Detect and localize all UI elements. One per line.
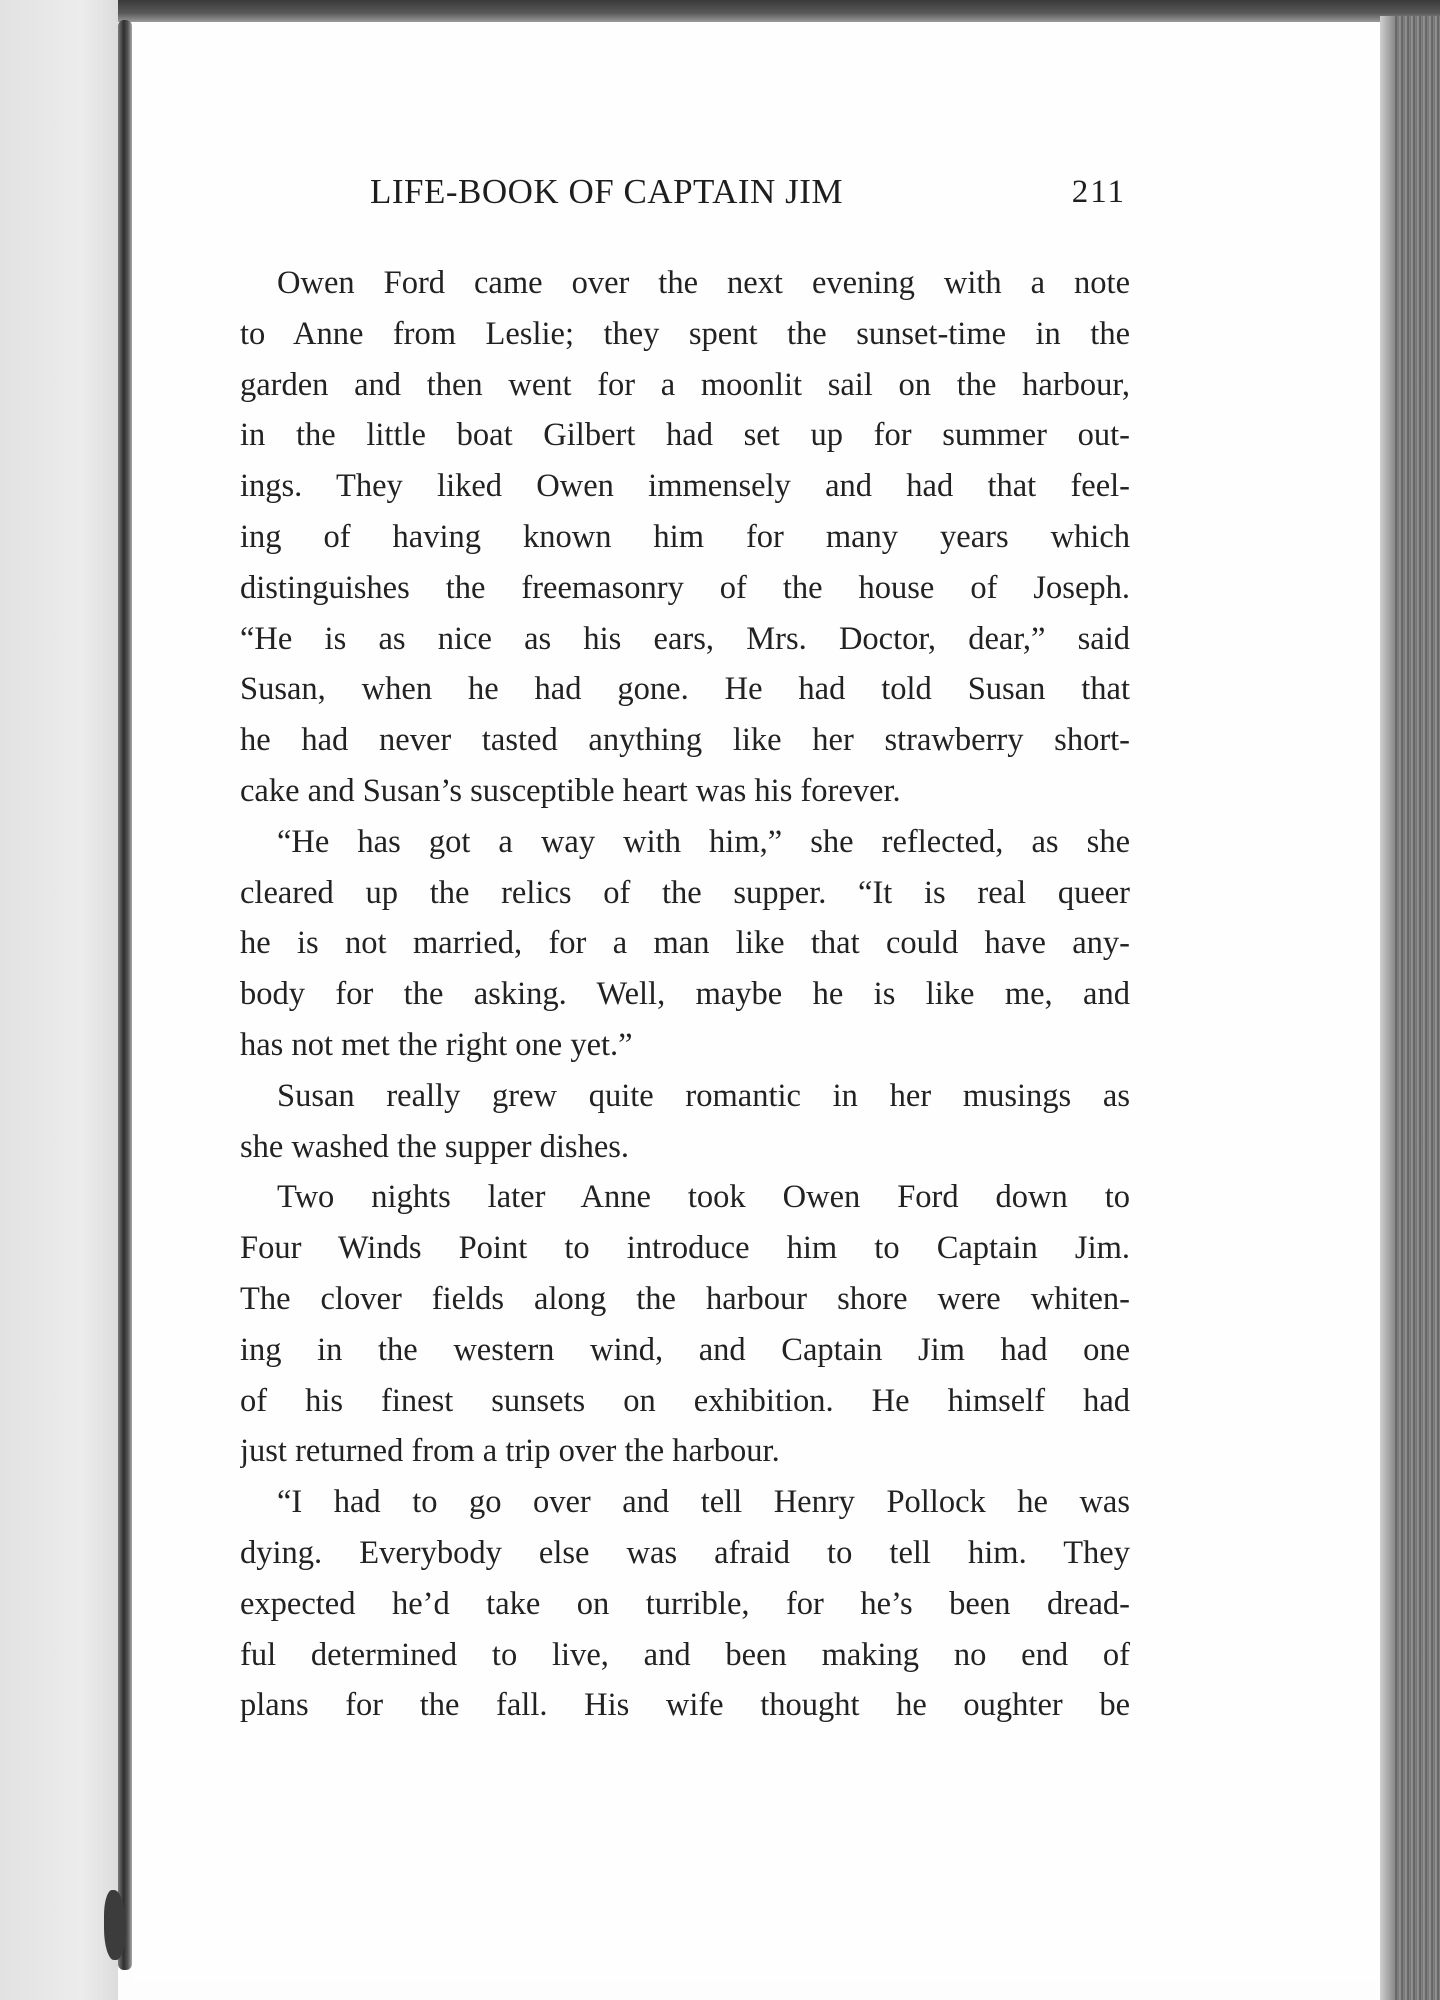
page-top-edge	[0, 0, 1440, 22]
text-line: Two nights later Anne took Owen Ford down to	[277, 1179, 1130, 1216]
text-line: plans for the fall. His wife thought he oughter be	[240, 1687, 1130, 1724]
facing-page-edge	[0, 0, 118, 2000]
text-line: ful determined to live, and been making no end of	[240, 1636, 1130, 1673]
body-text	[240, 258, 1130, 1731]
text-line: to Anne from Leslie; they spent the sunset-time in the	[240, 315, 1130, 352]
text-line: garden and then went for a moonlit sail on the harbour,	[240, 366, 1130, 403]
running-title: LIFE-BOOK OF CAPTAIN JIM	[370, 172, 843, 211]
text-line: “He has got a way with him,” she reflected, as she	[277, 823, 1130, 860]
page-number: 211	[1071, 174, 1126, 210]
text-line: he is not married, for a man like that could have any-	[240, 925, 1130, 962]
text-line: Susan really grew quite romantic in her musings as	[277, 1077, 1130, 1114]
text-line: ing of having known him for many years which	[240, 518, 1130, 555]
text-line: body for the asking. Well, maybe he is like me, and	[240, 976, 1130, 1013]
page-stack-edge	[1380, 16, 1440, 2000]
text-line: ings. They liked Owen immensely and had that feel-	[240, 468, 1130, 505]
text-line: she washed the supper dishes.	[240, 1128, 630, 1165]
text-line: Four Winds Point to introduce him to Captain Jim.	[240, 1230, 1130, 1267]
text-line: has not met the right one yet.”	[240, 1026, 633, 1063]
text-line: distinguishes the freemasonry of the house of Joseph.	[240, 569, 1130, 606]
text-line: Susan, when he had gone. He had told Susan that	[240, 671, 1130, 708]
text-line: expected he’d take on turrible, for he’s been dread-	[240, 1585, 1130, 1622]
text-line: cleared up the relics of the supper. “It is real queer	[240, 874, 1130, 911]
text-line: he had never tasted anything like her strawberry short-	[240, 722, 1130, 759]
text-line: dying. Everybody else was afraid to tell him. They	[240, 1534, 1130, 1571]
text-line: The clover fields along the harbour shore were whiten-	[240, 1280, 1130, 1317]
text-line: of his finest sunsets on exhibition. He himself had	[240, 1382, 1130, 1419]
text-line: in the little boat Gilbert had set up for summer out-	[240, 417, 1130, 454]
text-line: Owen Ford came over the next evening with a note	[277, 265, 1130, 301]
text-line: “I had to go over and tell Henry Pollock he was	[277, 1484, 1130, 1521]
text-line: “He is as nice as his ears, Mrs. Doctor, dear,” said	[240, 620, 1130, 657]
text-line: cake and Susan’s susceptible heart was his forever.	[240, 772, 901, 809]
book-gutter	[118, 20, 132, 1970]
text-line: ing in the western wind, and Captain Jim had one	[240, 1331, 1130, 1368]
text-line: just returned from a trip over the harbour.	[240, 1433, 780, 1470]
running-header	[240, 172, 1130, 222]
